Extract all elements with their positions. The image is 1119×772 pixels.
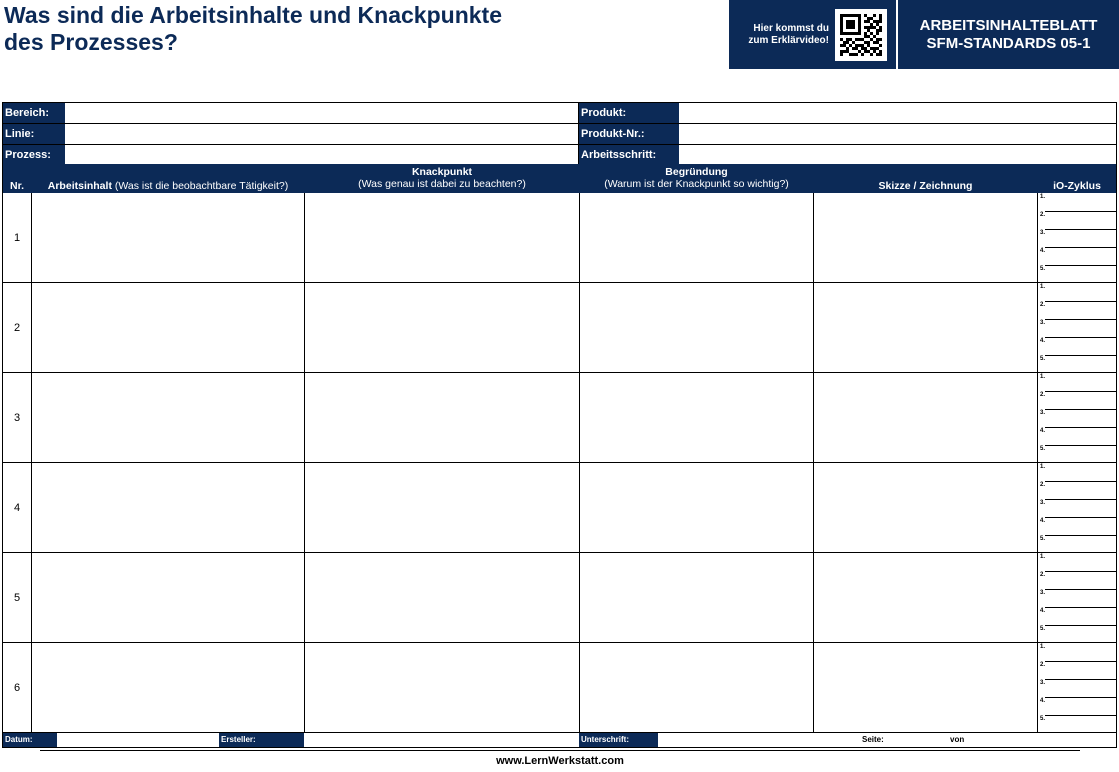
- io-cycle-item[interactable]: 3.: [1040, 410, 1046, 416]
- cell-arbeitsinhalt[interactable]: [32, 553, 304, 643]
- label-produkt-nr: Produkt-Nr.:: [579, 124, 679, 144]
- divider: [1045, 409, 1116, 410]
- divider: [1045, 589, 1116, 590]
- io-cycle-item[interactable]: 3.: [1040, 680, 1046, 686]
- io-cycle-item[interactable]: 4.: [1040, 608, 1046, 614]
- cell-arbeitsinhalt[interactable]: [32, 193, 304, 283]
- col-header-knackpunkt-sub: (Was genau ist dabei zu beachten?): [358, 178, 526, 190]
- divider: [1045, 229, 1116, 230]
- io-cycle-item[interactable]: 1.: [1040, 644, 1046, 650]
- io-cycle-item[interactable]: 1.: [1040, 554, 1046, 560]
- field-datum[interactable]: [58, 733, 218, 747]
- io-cycle-item[interactable]: 2.: [1040, 302, 1046, 308]
- row-number: 5: [13, 592, 21, 604]
- divider: [1045, 607, 1116, 608]
- divider: [1045, 517, 1116, 518]
- cell-begruendung[interactable]: [580, 463, 813, 553]
- divider: [40, 750, 1080, 751]
- qr-caption-line-2: zum Erklärvideo!: [748, 34, 829, 46]
- divider: [1045, 211, 1116, 212]
- col-header-skizze: Skizze / Zeichnung: [878, 180, 973, 192]
- label-produkt: Produkt:: [579, 103, 679, 123]
- cell-arbeitsinhalt[interactable]: [32, 373, 304, 463]
- label-seite: Seite:: [862, 735, 884, 744]
- cell-begruendung[interactable]: [580, 643, 813, 733]
- divider: [1045, 355, 1116, 356]
- divider: [1045, 481, 1116, 482]
- cell-skizze[interactable]: [814, 553, 1037, 643]
- label-prozess: Prozess:: [3, 145, 65, 164]
- label-arbeitsschritt: Arbeitsschritt:: [579, 145, 679, 164]
- divider: [1045, 391, 1116, 392]
- label-linie: Linie:: [3, 124, 65, 144]
- label-ersteller: Ersteller:: [219, 733, 304, 747]
- title-line-1: Was sind die Arbeitsinhalte und Knackpunkte: [4, 2, 502, 28]
- io-cycle-item[interactable]: 4.: [1040, 698, 1046, 704]
- cell-knackpunkt[interactable]: [305, 553, 579, 643]
- io-cycle-item[interactable]: 4.: [1040, 428, 1046, 434]
- col-header-begruendung-title: Begründung: [665, 166, 728, 178]
- io-cycle-item[interactable]: 5.: [1040, 536, 1046, 542]
- row-number: 1: [13, 232, 21, 244]
- cell-arbeitsinhalt[interactable]: [32, 463, 304, 553]
- cell-skizze[interactable]: [814, 643, 1037, 733]
- cell-skizze[interactable]: [814, 193, 1037, 283]
- divider: [1045, 661, 1116, 662]
- io-cycle-item[interactable]: 1.: [1040, 464, 1046, 470]
- label-bereich: Bereich:: [3, 103, 65, 123]
- divider: [1045, 427, 1116, 428]
- divider: [1045, 265, 1116, 266]
- field-ersteller[interactable]: [305, 733, 578, 747]
- row-number: 6: [13, 682, 21, 694]
- cell-knackpunkt[interactable]: [305, 193, 579, 283]
- io-cycle-item[interactable]: 3.: [1040, 500, 1046, 506]
- website-link[interactable]: www.LernWerkstatt.com: [496, 755, 624, 767]
- io-cycle-item[interactable]: 5.: [1040, 446, 1046, 452]
- io-cycle-item[interactable]: 2.: [1040, 212, 1046, 218]
- io-cycle-item[interactable]: 5.: [1040, 716, 1046, 722]
- io-cycle-item[interactable]: 2.: [1040, 662, 1046, 668]
- divider: [1045, 571, 1116, 572]
- io-cycle-item[interactable]: 1.: [1040, 284, 1046, 290]
- cell-skizze[interactable]: [814, 463, 1037, 553]
- divider: [1045, 445, 1116, 446]
- row-number: 2: [13, 322, 21, 334]
- io-cycle-item[interactable]: 2.: [1040, 482, 1046, 488]
- col-header-knackpunkt-title: Knackpunkt: [411, 166, 473, 178]
- cell-skizze[interactable]: [814, 373, 1037, 463]
- io-cycle-item[interactable]: 4.: [1040, 248, 1046, 254]
- divider: [1045, 679, 1116, 680]
- divider: [1045, 247, 1116, 248]
- label-von: von: [950, 735, 965, 744]
- row-number: 4: [13, 502, 21, 514]
- field-unterschrift[interactable]: [659, 733, 859, 747]
- cell-arbeitsinhalt[interactable]: [32, 643, 304, 733]
- io-cycle-item[interactable]: 3.: [1040, 320, 1046, 326]
- divider: [1045, 337, 1116, 338]
- sheet-title-line-2: SFM-STANDARDS 05-1: [926, 34, 1091, 52]
- io-cycle-item[interactable]: 1.: [1040, 374, 1046, 380]
- io-cycle-item[interactable]: 4.: [1040, 518, 1046, 524]
- divider: [1045, 697, 1116, 698]
- qr-caption-line-1: Hier kommst du: [753, 22, 829, 34]
- cell-begruendung[interactable]: [580, 553, 813, 643]
- divider: [1045, 319, 1116, 320]
- io-cycle-item[interactable]: 2.: [1040, 572, 1046, 578]
- io-cycle-item[interactable]: 5.: [1040, 356, 1046, 362]
- title-line-2: des Prozesses?: [4, 29, 178, 55]
- io-cycle-item[interactable]: 3.: [1040, 230, 1046, 236]
- io-cycle-item[interactable]: 1.: [1040, 194, 1046, 200]
- cell-arbeitsinhalt[interactable]: [32, 283, 304, 373]
- cell-knackpunkt[interactable]: [305, 283, 579, 373]
- col-header-begruendung-sub: (Warum ist der Knackpunkt so wichtig?): [604, 178, 789, 190]
- col-header-nr: Nr.: [9, 180, 24, 192]
- cell-knackpunkt[interactable]: [305, 643, 579, 733]
- cell-knackpunkt[interactable]: [305, 373, 579, 463]
- divider: [1045, 535, 1116, 536]
- divider: [1045, 715, 1116, 716]
- cell-begruendung[interactable]: [580, 373, 813, 463]
- cell-knackpunkt[interactable]: [305, 463, 579, 553]
- label-datum: Datum:: [3, 733, 57, 747]
- row-number: 3: [13, 412, 21, 424]
- col-header-io-zyklus: iO-Zyklus: [1053, 180, 1101, 192]
- io-cycle-item[interactable]: 4.: [1040, 338, 1046, 344]
- io-cycle-item[interactable]: 5.: [1040, 266, 1046, 272]
- label-unterschrift: Unterschrift:: [579, 733, 658, 747]
- io-cycle-item[interactable]: 5.: [1040, 626, 1046, 632]
- col-header-arbeitsinhalt-title: Arbeitsinhalt: [47, 180, 112, 192]
- io-cycle-item[interactable]: 2.: [1040, 392, 1046, 398]
- divider: [1045, 301, 1116, 302]
- cell-skizze[interactable]: [814, 283, 1037, 373]
- divider: [1045, 499, 1116, 500]
- io-cycle-item[interactable]: 3.: [1040, 590, 1046, 596]
- sheet-title-line-1: ARBEITSINHALTEBLATT: [919, 16, 1098, 34]
- col-header-arbeitsinhalt-sub: (Was ist die beobachtbare Tätigkeit?): [114, 180, 289, 192]
- cell-begruendung[interactable]: [580, 193, 813, 283]
- divider: [1045, 625, 1116, 626]
- cell-begruendung[interactable]: [580, 283, 813, 373]
